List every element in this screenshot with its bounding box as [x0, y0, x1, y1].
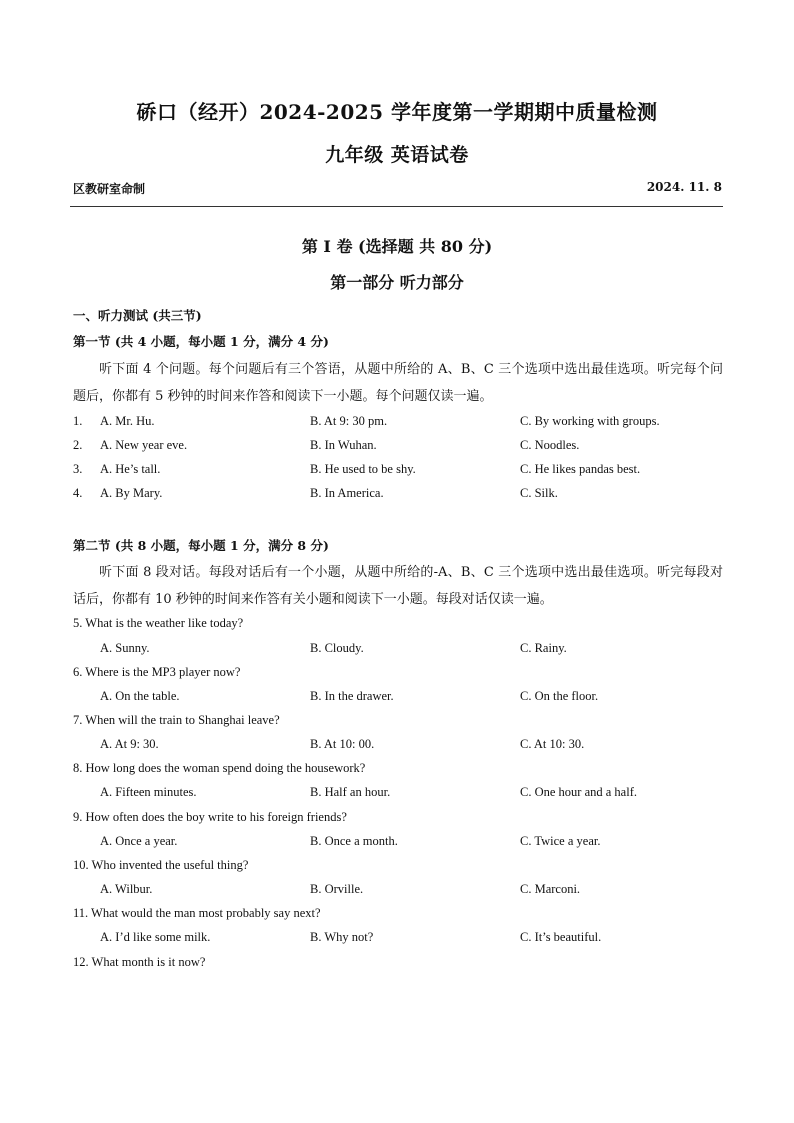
option-c: C. Silk. — [520, 486, 558, 500]
exam-title: 硚口（经开）2024-2025 学年度第一学期期中质量检测 — [136, 100, 658, 124]
option-c: C. Twice a year. — [520, 834, 601, 848]
question-text: 5. What is the weather like today? — [73, 616, 244, 630]
part-title: 第一部分 听力部分 — [330, 273, 464, 292]
question-number: 4. — [73, 486, 83, 500]
option-b: B. At 10: 00. — [310, 737, 375, 751]
option-c: C. Marconi. — [520, 882, 581, 896]
option-b: B. Orville. — [310, 882, 364, 896]
question-row — [0, 438, 794, 458]
option-c: C. Noodles. — [520, 438, 580, 452]
option-b: B. Once a month. — [310, 834, 398, 848]
question-row — [0, 834, 794, 854]
exam-subtitle: 九年级 英语试卷 — [325, 144, 469, 166]
option-a: A. On the table. — [100, 689, 180, 703]
question-row — [0, 785, 794, 805]
subsection-2-title: 第二节 (共 8 小题，每小题 1 分，满分 8 分) — [73, 538, 329, 553]
option-a: A. Mr. Hu. — [100, 414, 155, 428]
option-b: B. Cloudy. — [310, 641, 364, 655]
question-row — [0, 737, 794, 757]
question-row — [0, 641, 794, 661]
section-title: 一、听力测试 (共三节) — [73, 308, 202, 323]
question-row — [0, 486, 794, 506]
option-c: C. At 10: 30. — [520, 737, 585, 751]
question-text: 12. What month is it now? — [73, 955, 206, 969]
option-b: B. In Wuhan. — [310, 438, 377, 452]
option-a: A. Fifteen minutes. — [100, 785, 197, 799]
question-row — [0, 414, 794, 434]
option-a: A. Sunny. — [100, 641, 150, 655]
option-a: A. By Mary. — [100, 486, 163, 500]
option-a: A. New year eve. — [100, 438, 188, 452]
question-number: 1. — [73, 414, 83, 428]
option-b: B. At 9: 30 pm. — [310, 414, 388, 428]
question-text: 11. What would the man most probably say next? — [73, 906, 321, 920]
subsection-2-instructions: 听下面 8 段对话。每段对话后有一个小题，从题中所给的-A、B、C 三个选项中选出最佳选项。听完每段对话后，你都有 10 秒钟的时间来作答有关小题和阅读下一小题。每段对话仅读一遍。 — [73, 565, 723, 607]
subsection-1-instructions: 听下面 4 个问题。每个问题后有三个答语，从题中所给的 A、B、C 三个选项中选出最佳选项。听完每个问题后，你都有 5 秒钟的时间来作答和阅读下一小题。每个问题仅读一遍。 — [73, 362, 723, 404]
question-text: 10. Who invented the useful thing? — [73, 858, 249, 872]
volume-title: 第 I 卷 (选择题 共 80 分) — [301, 237, 493, 256]
question-text: 8. How long does the woman spend doing the housework? — [73, 761, 366, 775]
option-b: B. In America. — [310, 486, 384, 500]
option-c: C. It’s beautiful. — [520, 930, 602, 944]
question-row — [0, 882, 794, 902]
option-c: C. He likes pandas best. — [520, 462, 641, 476]
option-b: B. He used to be shy. — [310, 462, 416, 476]
question-number: 2. — [73, 438, 83, 452]
option-a: A. I’d like some milk. — [100, 930, 211, 944]
question-number: 3. — [73, 462, 83, 476]
exam-date: 2024. 11. 8 — [646, 180, 722, 194]
option-a: A. At 9: 30. — [100, 737, 159, 751]
option-b: B. In the drawer. — [310, 689, 394, 703]
option-c: C. On the floor. — [520, 689, 599, 703]
question-row — [0, 462, 794, 482]
question-row — [0, 930, 794, 950]
question-text: 7. When will the train to Shanghai leave? — [73, 713, 280, 727]
option-c: C. Rainy. — [520, 641, 567, 655]
option-a: A. Wilbur. — [100, 882, 153, 896]
exam-author: 区教研室命制 — [73, 182, 146, 196]
option-c: C. By working with groups. — [520, 414, 660, 428]
subsection-1-title: 第一节 (共 4 小题，每小题 1 分，满分 4 分) — [73, 334, 329, 349]
option-a: A. He’s tall. — [100, 462, 161, 476]
question-text: 6. Where is the MP3 player now? — [73, 665, 241, 679]
option-b: B. Why not? — [310, 930, 374, 944]
option-c: C. One hour and a half. — [520, 785, 637, 799]
question-row — [0, 689, 794, 709]
option-a: A. Once a year. — [100, 834, 178, 848]
header-divider — [70, 206, 723, 207]
question-text: 9. How often does the boy write to his foreign friends? — [73, 810, 347, 824]
option-b: B. Half an hour. — [310, 785, 391, 799]
